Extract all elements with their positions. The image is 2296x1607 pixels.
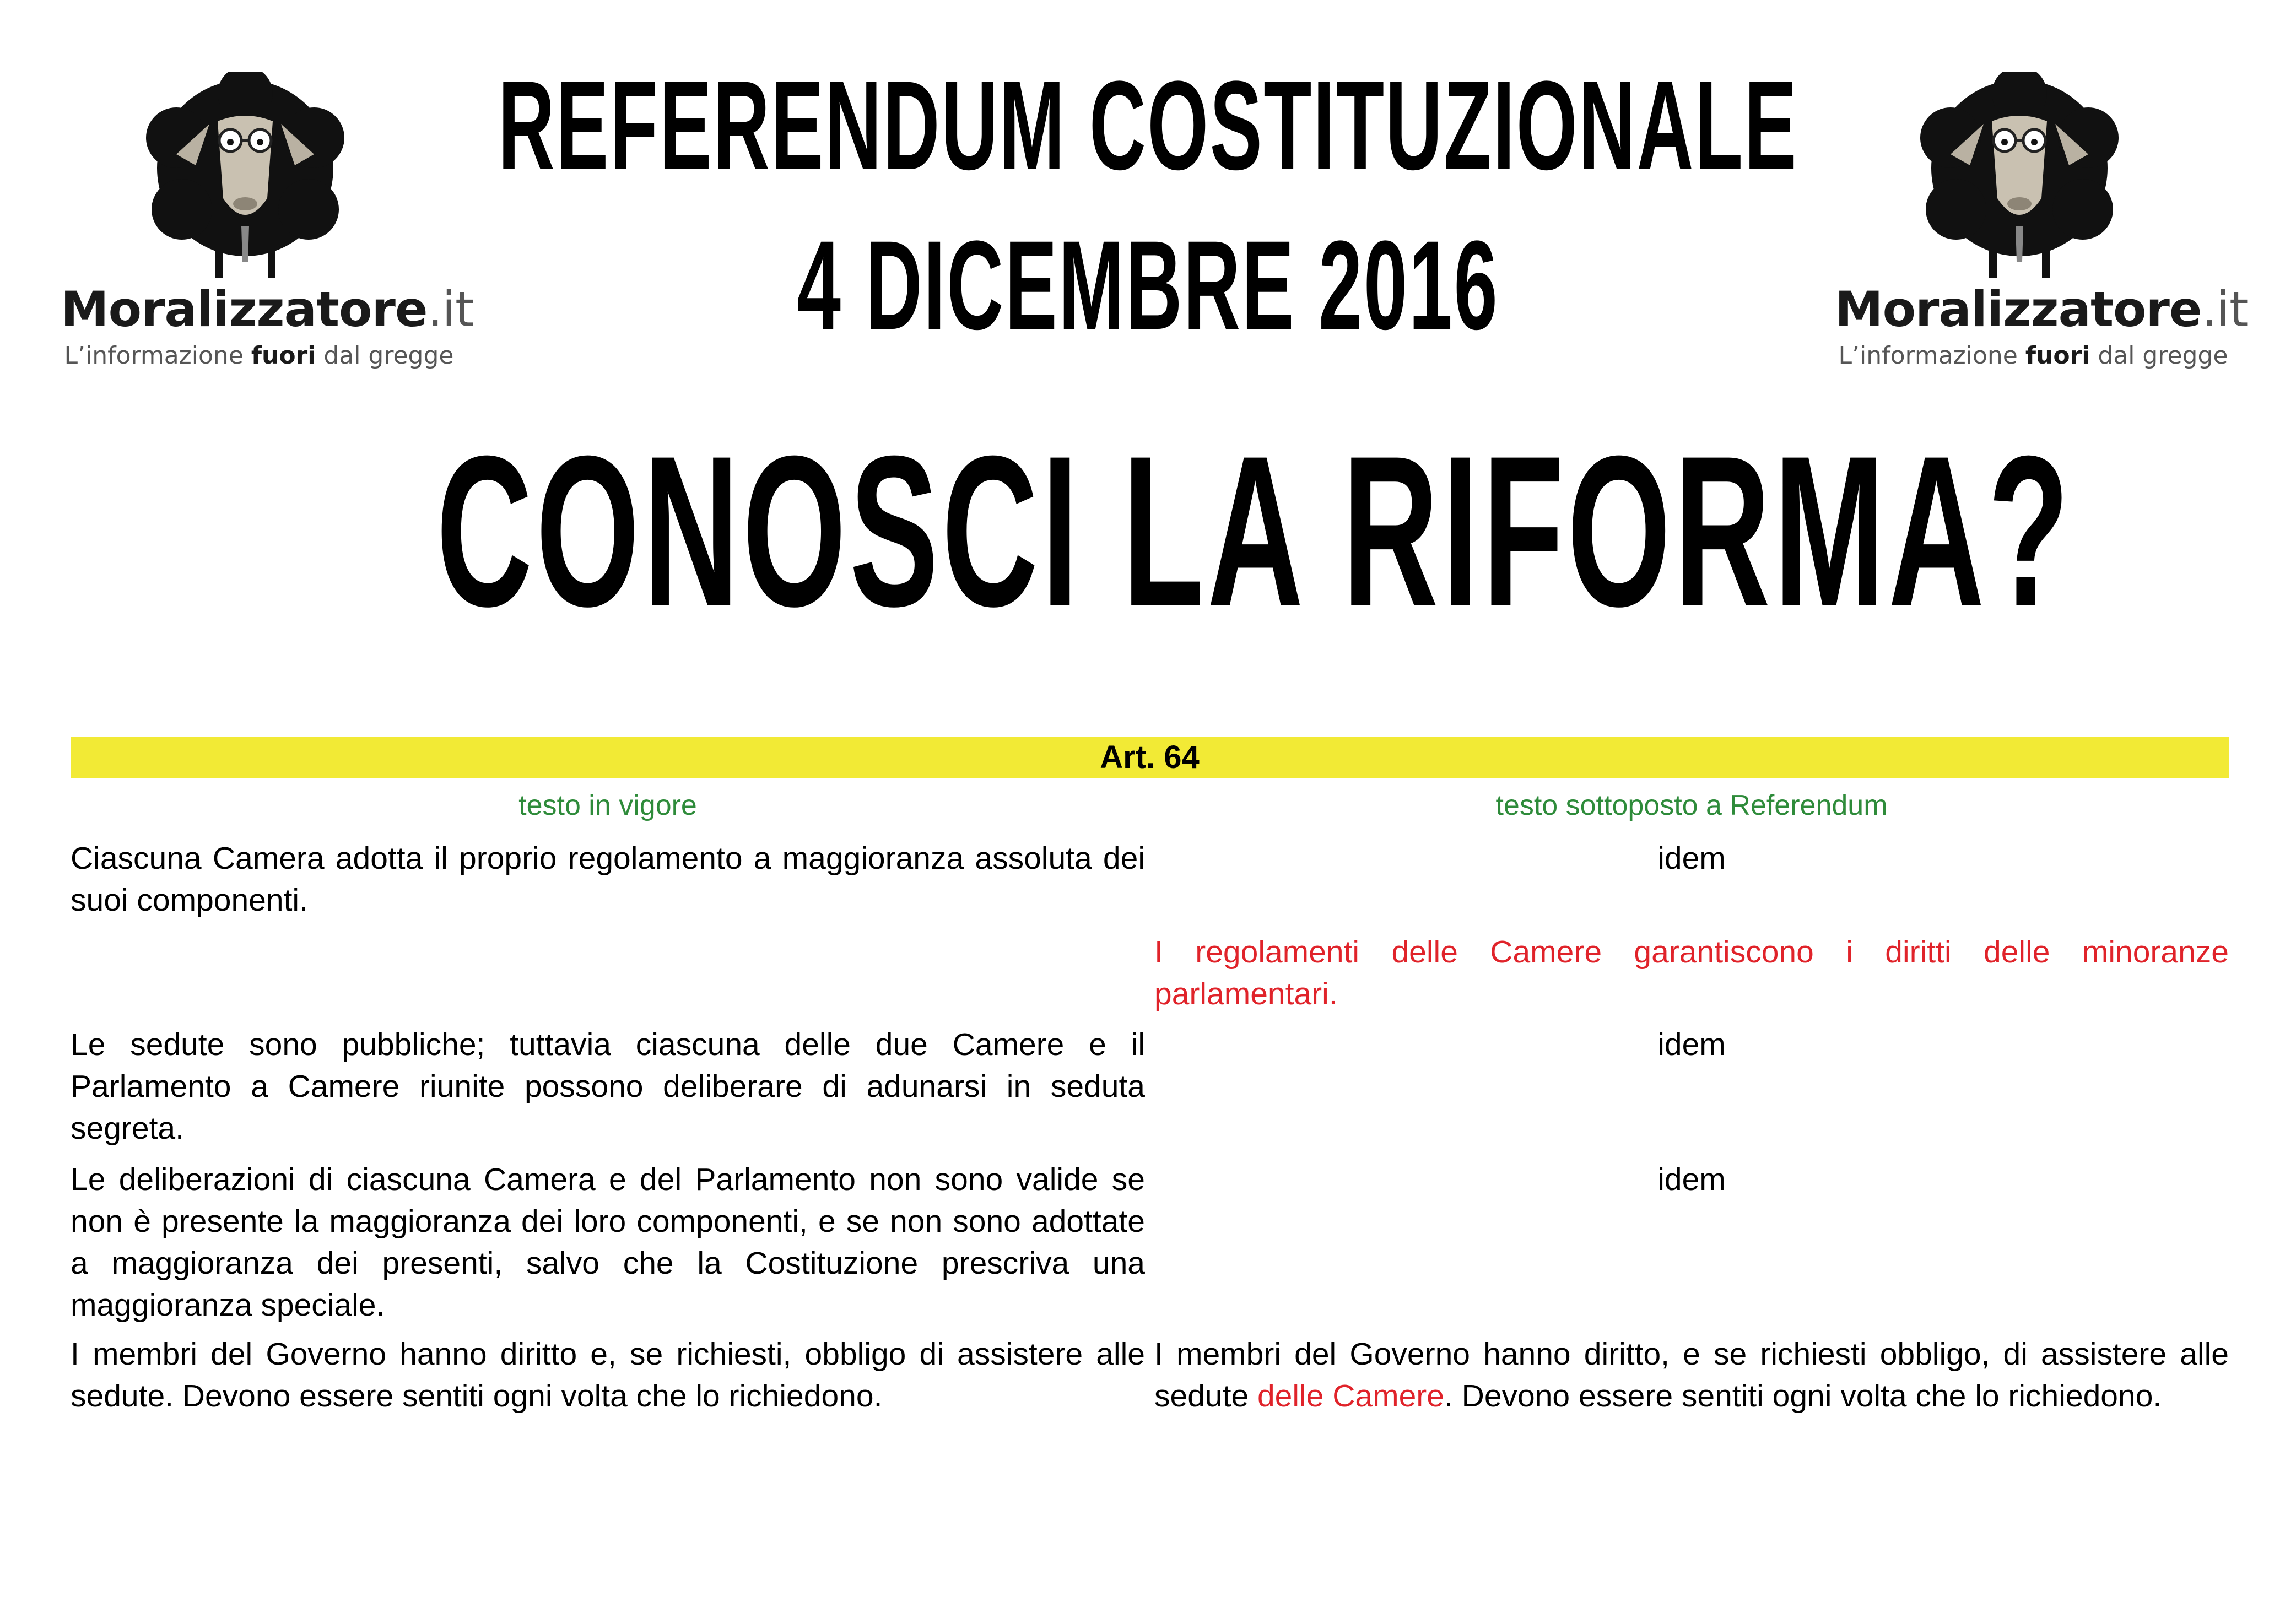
headline: CONOSCI LA RIFORMA? xyxy=(436,411,2073,651)
article-title-bar: Art. 64 xyxy=(71,737,2229,778)
column-title-current: testo in vigore xyxy=(518,789,697,821)
row-3-current-text: Le sedute sono pubbliche; tuttavia ciascuna delle due Camere e il Parlamento a Camere riunite possono deliberare di adunarsi in seduta segreta. xyxy=(71,1027,1145,1146)
row-1-current-text: Ciascuna Camera adotta il proprio regolamento a maggioranza assoluta dei suoi componenti. xyxy=(71,841,1145,918)
black-sheep-icon xyxy=(1917,72,2121,286)
row-5-referendum-text: I membri del Governo hanno diritto, e se richiesti obbligo, di assistere alle sedute delle Camere. Devono essere sentiti ogni volta che lo richiedono. xyxy=(1154,1337,2229,1414)
row-5-current-text: I membri del Governo hanno diritto e, se richiesti, obbligo di assistere alle sedute. Devono essere sentiti ogni volta che lo richiedono. xyxy=(71,1337,1145,1414)
logo-right xyxy=(1835,72,2248,380)
brand-name: Moralizzatore.it xyxy=(61,281,474,338)
row-4-referendum-text: idem xyxy=(1657,1162,1726,1197)
header-line-1: REFERENDUM COSTITUZIONALE xyxy=(498,55,1798,196)
row-4-current-text: Le deliberazioni di ciascuna Camera e del Parlamento non sono valide se non è presente la maggioranza dei loro componenti, e se non sono adottate a maggioranza dei presenti, salvo che la Costituzione prescriva una maggioranza speciale. xyxy=(71,1162,1145,1323)
brand-tagline: L’informazione fuori dal gregge xyxy=(64,342,454,370)
header-line-2: 4 DICEMBRE 2016 xyxy=(797,214,1499,356)
logo-left xyxy=(61,72,474,380)
black-sheep-icon xyxy=(143,72,347,286)
row-3-referendum-text: idem xyxy=(1657,1027,1726,1062)
brand-tagline: L’informazione fuori dal gregge xyxy=(1838,342,2228,370)
row-2-referendum-text: I regolamenti delle Camere garantiscono i diritti delle minoranze parlamentari. xyxy=(1154,934,2229,1011)
column-title-referendum: testo sottoposto a Referendum xyxy=(1495,789,1888,821)
row-1-referendum-text: idem xyxy=(1657,841,1726,876)
changed-text: delle Camere xyxy=(1257,1378,1444,1414)
brand-name: Moralizzatore.it xyxy=(1835,281,2248,338)
